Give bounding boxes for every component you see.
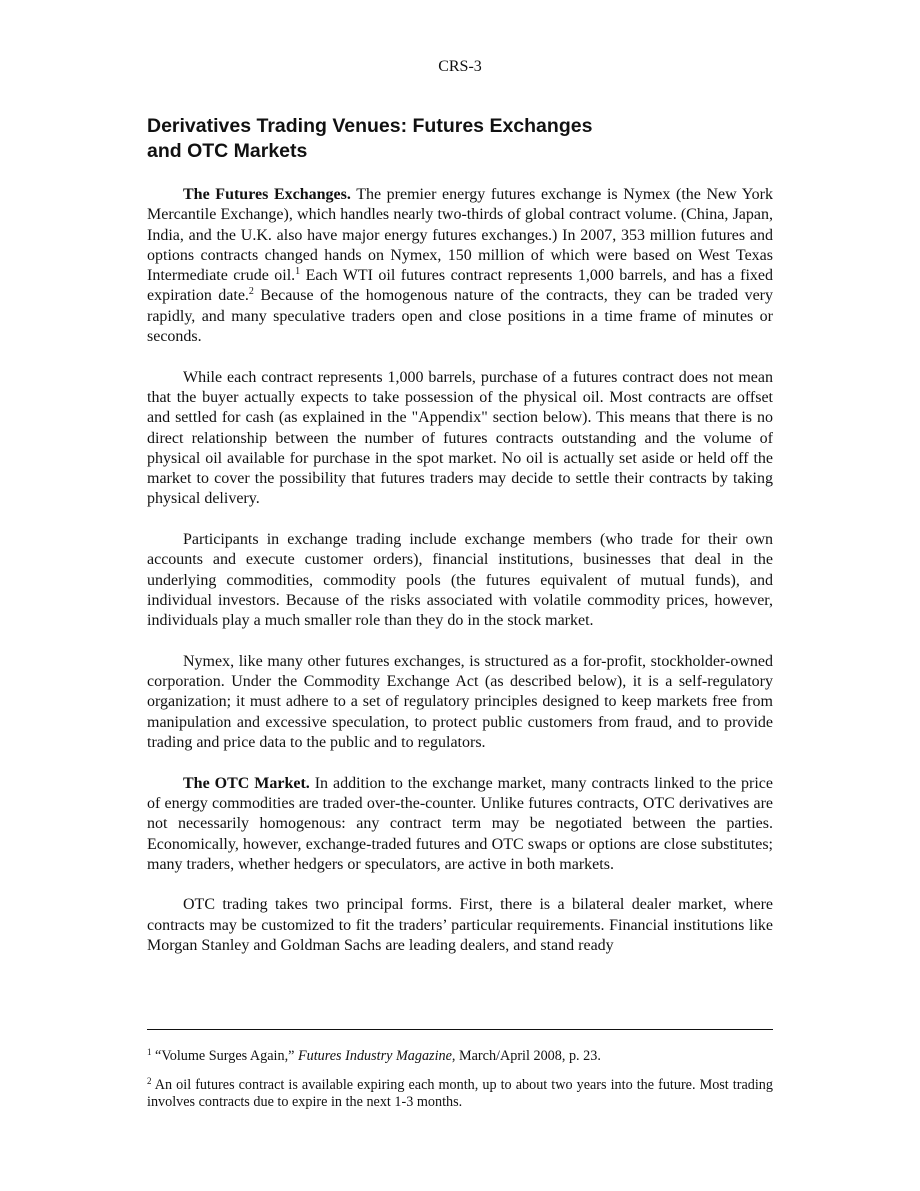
page-header: CRS-3 [438,58,482,75]
paragraph-contract-settlement: While each contract represents 1,000 barrels, purchase of a futures contract does not mean that the buyer actually expects to take possession of the physical oil. Most contracts are offset and settled for cash (as explained in the "Appendix" section below). This means that there is no direct relationship between the number of futures contracts outstanding and the volume of physical oil available for purchase in the spot market. No oil is actually set aside or held off the market to cover the possibility that futures traders may decide to settle their contracts by taking physical delivery. [147,368,773,508]
footnote-text: An oil futures contract is available expiring each month, up to about two years into the future. Most trading involves contracts due to expire in the next 1-3 months. [147,1076,773,1110]
footnote-1 [147,1048,773,1066]
paragraph-lead-futures-exchanges: The Futures Exchanges. [183,186,351,203]
paragraph-text: Each WTI oil futures contract represents 1,000 barrels, and has a fixed expiration date. [147,267,774,305]
section-title-line-2: and OTC Markets [147,140,308,162]
footnote-ref-1[interactable]: 1 [295,266,301,278]
paragraph-text: The premier energy futures exchange is Nymex (the New York Mercantile Exchange), which handles nearly two-thirds of global contract volume. (China, Japan, India, and the U.K. also have major energy futures exchanges.) In 2007, 353 million futures and options contracts changed hands on Nymex, 150 million of which were based on West Texas Intermediate crude oil. [147,186,774,285]
paragraph-text: In addition to the exchange market, many contracts linked to the price of energy commodities are traded over-the-counter. Unlike futures contracts, OTC derivatives are not necessarily homogenous: any contract term may be negotiated between the parties. Economically, however, exchange-traded futures and OTC swaps or options are close substitutes; many traders, whether hedgers or speculators, are active in both markets. [147,774,774,873]
footnote-text: , March/April 2008, p. 23. [451,1048,601,1064]
footnote-mark-2: 2 [147,1075,152,1086]
section-title-line-1: Derivatives Trading Venues: Futures Exchanges [147,115,593,137]
footnote-ref-2[interactable]: 2 [248,286,254,298]
paragraph-lead-otc-market: The OTC Market. [183,774,310,792]
section-title [147,114,667,164]
paragraph-otc-market [147,774,773,875]
paragraph-otc-forms: OTC trading takes two principal forms. First, there is a bilateral dealer market, where contracts may be customized to fit the traders’ particular requirements. Financial institutions like Morgan Stanley and Goldman Sachs are leading dealers, and stand ready [147,896,773,954]
main-content [147,114,773,977]
paragraph-nymex-structure: Nymex, like many other futures exchanges, is structured as a for-profit, stockholder-owned corporation. Under the Commodity Exchange Act (as described below), it is a self-regulatory organization; it must adhere to a set of regulatory principles designed to keep markets free from manipulation and excessive speculation, to protect public customers from fraud, and to provide trading and price data to the public and to regulators. [147,652,773,752]
footnote-mark-1: 1 [147,1047,152,1057]
footnotes [147,1048,773,1123]
paragraph-text: Because of the homogenous nature of the contracts, they can be traded very rapidly, and many speculative traders open and close positions in a time frame of minutes or seconds. [147,287,774,346]
footnote-source-title: Futures Industry Magazine [297,1048,452,1064]
footnote-2 [147,1077,773,1112]
footnote-divider [147,1029,773,1030]
paragraph-futures-exchanges [147,185,773,347]
paragraph-participants: Participants in exchange trading include exchange members (who trade for their own accounts and execute customer orders), financial institutions, businesses that deal in the underlying commodities, commodity pools (the futures equivalent of mutual funds), and individual investors. Because of the risks associated with volatile commodity prices, however, individuals play a much smaller role than they do in the stock market. [147,531,773,630]
footnote-text: “Volume Surges Again,” [151,1048,298,1064]
